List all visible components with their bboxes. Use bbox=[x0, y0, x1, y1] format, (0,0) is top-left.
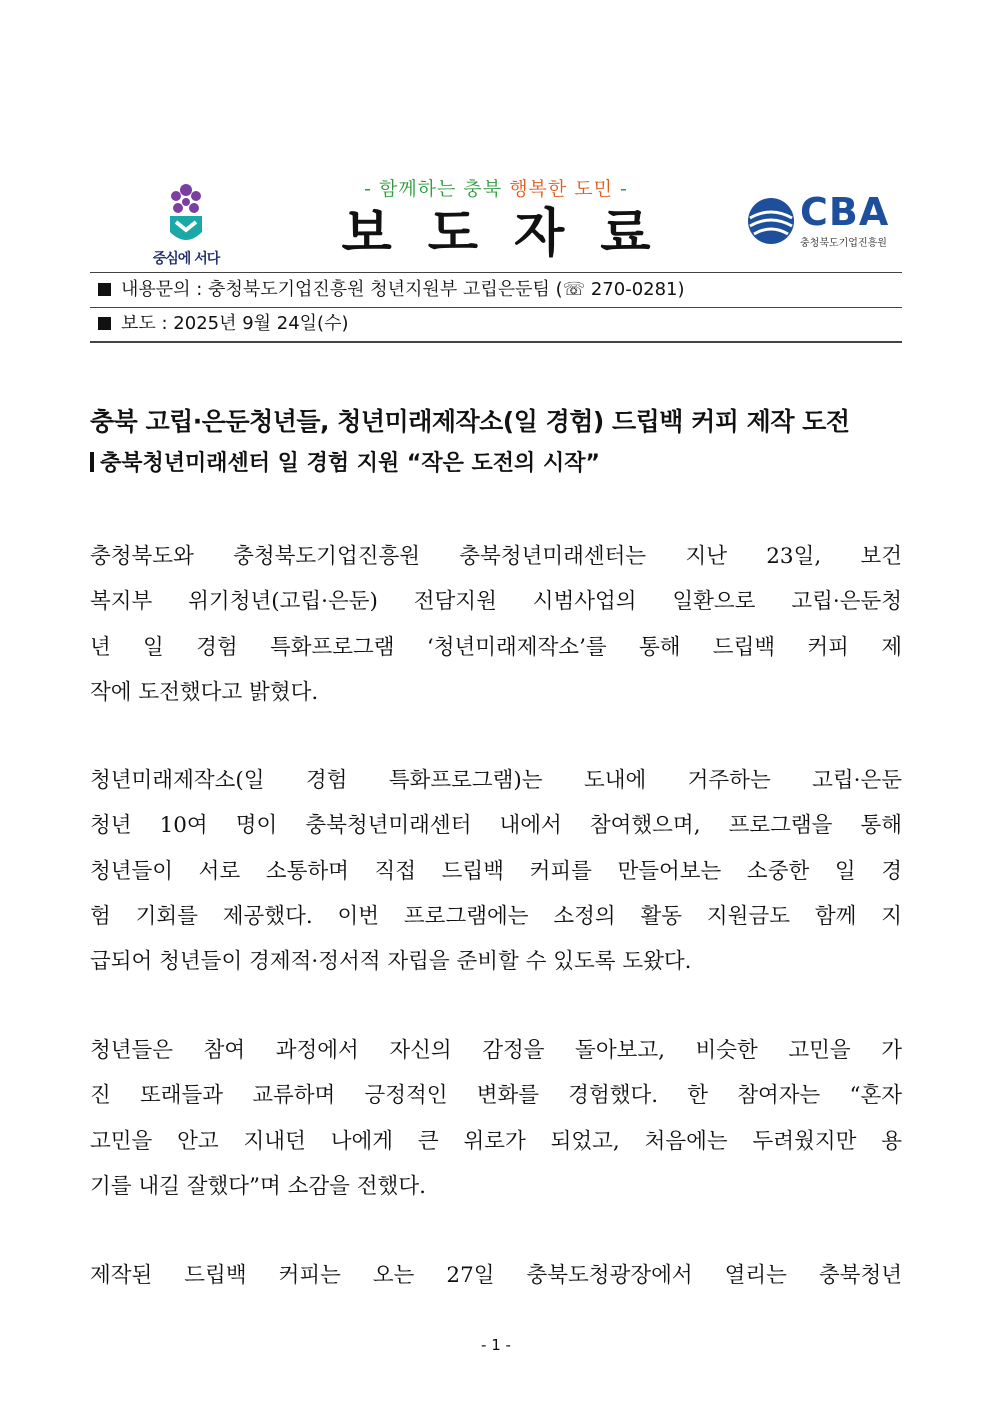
paragraph-line: 청년 10여 명이 충북청년미래센터 내에서 참여했으며, 프로그램을 통해 bbox=[90, 813, 902, 839]
paragraph-1 bbox=[90, 534, 902, 715]
subheadline-bar-icon bbox=[90, 452, 94, 472]
paragraph-line: 급되어 청년들이 경제적·정서적 자립을 준비할 수 있도록 도왔다. bbox=[90, 949, 692, 975]
paragraph-line: 진 또래들과 교류하며 긍정적인 변화를 경험했다. 한 참여자는 “혼자 bbox=[90, 1083, 902, 1109]
paragraph-4 bbox=[90, 1253, 902, 1298]
subheadline bbox=[90, 446, 902, 477]
page-number: - 1 - bbox=[481, 1336, 511, 1354]
paragraph-line: 청년들이 서로 소통하며 직접 드립백 커피를 만들어보는 소중한 일 경 bbox=[90, 858, 902, 884]
slogan-part1: - 함께하는 충북 bbox=[364, 178, 510, 200]
paragraph-line: 년 일 경험 특화프로그램 ‘청년미래제작소’를 통해 드립백 커피 제 bbox=[90, 634, 902, 660]
chungbuk-logo-text: 중심에 서다 bbox=[152, 251, 220, 267]
bullet-square-icon bbox=[98, 283, 111, 296]
press-header bbox=[90, 170, 902, 270]
bullet-square-icon bbox=[98, 317, 111, 330]
paragraph-line: 제작된 드립백 커피는 오는 27일 충북도청광장에서 열리는 충북청년 bbox=[90, 1263, 902, 1288]
paragraph-line: 청년들은 참여 과정에서 자신의 감정을 돌아보고, 비슷한 고민을 가 bbox=[90, 1038, 902, 1063]
paragraph-2 bbox=[90, 758, 902, 984]
paragraph-line: 고민을 안고 지내던 나에게 큰 위로가 되었고, 처음에는 두려웠지만 용 bbox=[90, 1128, 902, 1154]
press-release-title: 보도자료 bbox=[341, 203, 687, 264]
paragraph-line: 험 기회를 제공했다. 이번 프로그램에는 소정의 활동 지원금도 함께 지 bbox=[90, 903, 902, 929]
slogan-highlight: 행복한 도민 bbox=[509, 178, 613, 200]
slogan-part3: - bbox=[613, 178, 628, 200]
paragraph-3 bbox=[90, 1028, 902, 1209]
paragraph-line: 기를 내길 잘했다”며 소감을 전했다. bbox=[90, 1173, 426, 1199]
paragraph-line: 복지부 위기청년(고립·은둔) 전담지원 시범사업의 일환으로 고립·은둔청 bbox=[90, 589, 902, 615]
cba-logo-word: CBA bbox=[800, 190, 890, 234]
cba-logo bbox=[746, 192, 902, 248]
headline: 충북 고립·은둔청년들, 청년미래제작소(일 경험) 드립백 커피 제작 도전 bbox=[90, 407, 850, 436]
paragraph-line: 청년미래제작소(일 경험 특화프로그램)는 도내에 거주하는 고립·은둔 bbox=[90, 768, 902, 793]
contact-row bbox=[90, 272, 902, 308]
cba-globe-icon bbox=[746, 196, 796, 246]
cba-logo-subtitle: 충청북도기업진흥원 bbox=[800, 238, 887, 249]
contact-text: 내용문의 : 충청북도기업진흥원 청년지원부 고립은둔팀 (☏ 270-0281) bbox=[121, 279, 685, 300]
release-date-row bbox=[90, 307, 902, 343]
subheadline-text: 충북청년미래센터 일 경험 지원 “작은 도전의 시작” bbox=[100, 451, 600, 476]
paragraph-line: 작에 도전했다고 밝혔다. bbox=[90, 679, 319, 705]
release-date-text: 보도 : 2025년 9월 24일(수) bbox=[121, 313, 349, 334]
paragraph-line: 충청북도와 충청북도기업진흥원 충북청년미래센터는 지난 23일, 보건 bbox=[90, 544, 902, 569]
